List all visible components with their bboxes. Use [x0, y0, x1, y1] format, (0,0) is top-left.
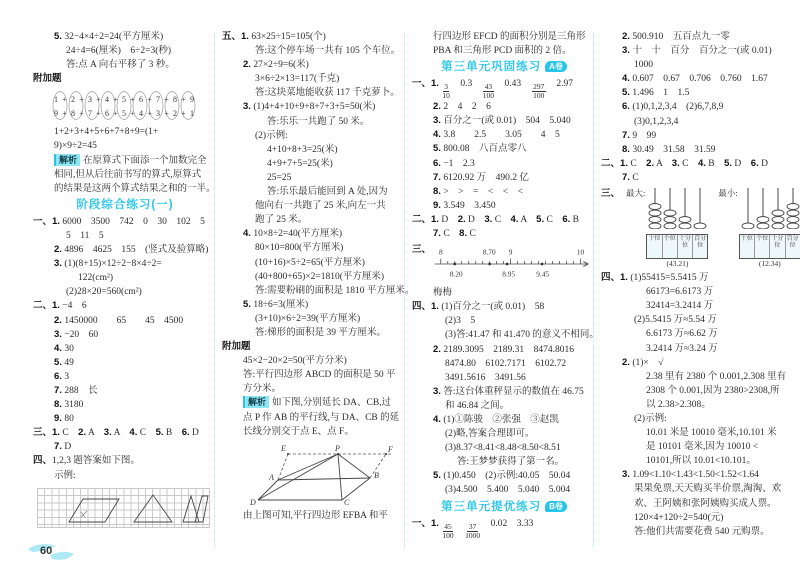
answer-line: 答:梯形的面积是 39 平方厘米。	[255, 327, 386, 338]
answer-line: (40+800+65)×2=1810(平方厘米)	[255, 271, 385, 282]
answer-line: 2. 4896 4625 155 (竖式及验算略)	[54, 244, 209, 256]
sum-top-row: 1+2+3+4+5+6+7+8+9	[54, 95, 194, 105]
answer-line: 3. (1)4+4+10+9+8+7+3+5=50(米)	[243, 101, 376, 113]
answer-line: 8. 30.49 31.58 31.59	[622, 143, 716, 155]
analysis-badge: 解析	[54, 154, 80, 166]
answer-line: 2308 个 0.001,因为 2380>2308,所	[646, 385, 780, 396]
answer-line: 3491.5616 3491.56	[445, 372, 526, 383]
answer-line: (10+16)×5÷2=65(平方厘米)	[255, 257, 365, 268]
answer-line: 答:这块菜地能收获 117 千克萝卜。	[255, 88, 400, 99]
answer-line: 2. 27×2÷9=6(米)	[243, 59, 309, 71]
answer-line: 二、1. −4 6	[33, 300, 87, 312]
point-label-8-95: 8.95	[502, 270, 516, 279]
abacus-place-labels	[646, 234, 708, 259]
answer-line: 答:乐乐最后能回到 A 处,因为	[267, 187, 388, 198]
answer-line: 五、1. 63×25÷15=105(个)	[222, 31, 326, 42]
answer-line: 四、1. (1)百分之一(或 0.01) 58	[412, 301, 545, 313]
answer-column-1	[33, 30, 217, 530]
answer-line: 长线分别交于点 E、点 F。	[243, 426, 354, 437]
abacus-smallest	[718, 187, 800, 269]
answer-line: 3×6÷2×13=117(千克)	[255, 74, 340, 85]
answer-line: 8474.80 6102.7171 6102.72	[445, 358, 567, 369]
column-separator	[404, 32, 405, 547]
point-label-F: F	[388, 444, 393, 454]
answer-line: 80×10=800(平方厘米)	[255, 243, 344, 254]
answer-line: 点 P 作 AB 的平行线,与 DA、CB 的延	[243, 412, 400, 423]
answer-line: 四、1. (1)55415=5.5415 万	[601, 272, 709, 284]
answer-line: 行四边形 EFCD 的面积分别是三角形	[433, 32, 586, 42]
answer-line: 答:这个停车场一共有 105 个车位。	[255, 46, 401, 57]
fraction: $\frac{43}{100}$	[482, 82, 494, 101]
answer-line: 9)×9÷2=45	[54, 141, 97, 152]
answer-line: 7. 9 99	[622, 129, 657, 141]
answer-line: (2)5.5415 万≈5.54 万	[634, 315, 717, 326]
place-label-tenths: 十分位	[677, 235, 692, 258]
answer-line: 66173=6.6173 万	[646, 287, 714, 298]
answer-line: 25=25	[267, 172, 292, 183]
abacus-value: (43.21)	[666, 259, 689, 269]
answer-line: 答:需要粉刷的面积是 1810 平方厘米。	[255, 285, 415, 296]
parallelogram-extension-figure	[248, 442, 398, 506]
answer-line: 3. 1.09<1.10<1.43<1.50<1.52<1.64	[622, 469, 759, 481]
answer-line: 解析 如下图,分别延长 DA、CB,过	[222, 396, 406, 410]
figure-section-label: 三、	[412, 244, 432, 256]
answer-line: 1000	[634, 60, 653, 71]
place-label-tens: 十位	[740, 236, 753, 243]
answer-line: (3)8.37<8.41<8.48<8.50<8.51	[445, 443, 561, 454]
answer-line: (2)3 5	[445, 316, 476, 327]
answer-line: 6. 3	[54, 370, 70, 382]
answer-line: PBA 和三角形 PCD 面积的 2 倍。	[433, 46, 572, 57]
answer-line: 相同,但从后往前书写的算式,原算式	[54, 169, 202, 180]
fraction: $\frac{37}{1000}$	[465, 521, 481, 540]
point-label-E: E	[281, 443, 286, 453]
answer-line: 的结果是这两个算式结果之和的一半。	[54, 183, 216, 194]
fraction: $\frac{3}{10}$	[442, 82, 450, 101]
answer-line: 3. −20 60	[54, 328, 99, 340]
answer-line: 二、1. D 2. D 3. C 4. A 5. C 6. B	[412, 213, 579, 225]
section-header-text: 阶段综合练习(一)	[76, 198, 174, 211]
triangle-shape	[134, 495, 172, 522]
answer-line: 答:乐乐一共跑了 50 米。	[267, 116, 370, 127]
exam-grade-badge: B卷	[545, 501, 567, 512]
answer-line: 8. > > = < < <	[433, 185, 523, 197]
figure-row	[222, 441, 406, 507]
answer-line: 解析 在原算式下面添一个加数完全	[33, 154, 217, 168]
abacus-value: (12.34)	[758, 259, 781, 269]
answer-line: 8. 3180	[54, 399, 84, 411]
answer-line: 5. 18÷6=3(厘米)	[243, 298, 309, 310]
figure-row	[33, 88, 217, 123]
answer-line: 5 11 5	[66, 230, 104, 241]
answer-line: 一、1. 6000 3500 742 0 30 102 5	[33, 215, 205, 227]
point-label-9-45: 9.45	[536, 270, 550, 279]
parallelogram-shape	[69, 499, 119, 522]
answer-line: 5. 1.496 1 1.5	[622, 87, 690, 99]
answer-line: 一、1. $\frac{3}{10}$ 0.3 $\frac{43}{100}$ 0.43 $\frac{297}{100}$ 2.97	[412, 78, 573, 101]
column-separator	[214, 32, 215, 547]
answer-column-4	[601, 30, 799, 539]
answer-line: 120×4+120÷2=540(元)	[634, 512, 724, 523]
figure-section-label: 三、	[601, 188, 621, 200]
answer-line: 3. (1)(8+15)×12÷2−8×4÷2=	[54, 258, 162, 270]
place-label-hundredths: 百分位	[692, 235, 707, 258]
figure-row	[33, 485, 217, 528]
point-label-P: P	[335, 443, 340, 453]
answer-line: 2.38 里有 2380 个 0.001,2.308 里有	[646, 371, 787, 382]
answer-line: 梅梅	[433, 288, 453, 299]
answer-line: 2. 2189.3095 2189.31 8474.8016	[433, 343, 574, 355]
answer-line: 以 2.38>2.308。	[646, 399, 711, 410]
answer-line: 6.6173 万≈6.62 万	[646, 329, 718, 340]
figure-row	[412, 243, 596, 284]
answer-column-2	[222, 30, 415, 523]
answer-line: 2. (1)× √	[622, 356, 664, 368]
answer-line: 方分米。	[243, 384, 282, 395]
answer-line: 45×2−20×2=50(平方分米)	[243, 356, 347, 367]
page-number: 60	[40, 545, 53, 557]
point-label-8-20: 8.20	[449, 270, 463, 279]
answer-line: (2)示例:	[255, 130, 288, 141]
page-decoration	[50, 552, 74, 560]
answer-line: (3)答:41.47 和 41.470 的意义不相同。	[445, 330, 599, 341]
answer-line: 欢、王阿姨和张阿姨购买成人票。	[634, 498, 777, 509]
answer-line: 是 10101 毫米,因为 10010 <	[646, 442, 759, 453]
answer-line: 3.2414 万≈3.24 万	[646, 343, 718, 354]
place-label-tens: 十位	[648, 236, 661, 243]
answer-line: 2. 1450000 65 45 4500	[54, 314, 184, 326]
answer-line: 二、1. C 2. A 3. C 4. B 5. D 6. D	[601, 157, 768, 169]
answer-line: 附加题	[33, 73, 62, 85]
answer-line: 答:他们共需要花费 540 元购票。	[634, 526, 770, 537]
tick-label-8-70: 8.70	[482, 248, 496, 257]
answer-line: (2)略,答案合理即可。	[445, 429, 535, 440]
place-label-ones: 个位	[662, 235, 677, 258]
section-header-text: 第三单元巩固练习	[441, 61, 542, 74]
place-label-tenths: 十分位	[769, 235, 784, 258]
point-label-A: A	[269, 472, 274, 482]
column-separator	[593, 32, 594, 547]
answer-line: 9. 80	[54, 413, 74, 425]
answer-line: 三、1. C 2. A 3. A 4. C 5. B 6. D	[33, 427, 199, 439]
answer-line: 6. (1)0,1,2,3,4 (2)6,7,8,9	[622, 101, 724, 113]
answer-line: 7. 6120.92 万 490.2 亿	[433, 171, 529, 183]
sum-pairing-figure	[47, 89, 203, 122]
abacus-largest	[626, 187, 708, 269]
answer-line: 2. 2 4 2 6	[433, 101, 491, 113]
point-label-C: C	[344, 497, 350, 506]
exam-grade-badge: A卷	[545, 61, 567, 72]
answer-line: 一、1. $\frac{45}{100}$ $\frac{37}{1000}$ 0.02 3.33	[412, 517, 534, 540]
answer-line: 四、1,2,3 题答案如下图。	[33, 455, 140, 467]
answer-line: 4. (1)①陈骏 ②张强 ③赵凯	[433, 413, 559, 425]
answer-line: 4. 3.8 2.5 3.05 4 5	[433, 129, 560, 141]
tick-label-10: 10	[576, 248, 585, 257]
abacus-label: 最大:	[626, 188, 646, 199]
answer-line: 4. 10×8÷2=40(平方厘米)	[243, 228, 343, 240]
page-number-badge	[26, 539, 78, 565]
parallelogram-mark	[81, 511, 87, 517]
answer-line: 由上图可知,平行四边形 EFBA 和平	[243, 510, 388, 521]
answer-line: 2. 500.910 五百点九一零	[622, 31, 730, 42]
answer-line: 7. D	[54, 441, 72, 453]
answer-line: 9. 3.549 3.450	[433, 199, 496, 211]
place-label-hundredths: 百分位	[785, 235, 800, 258]
answer-line: 附加题	[222, 341, 251, 353]
point-label-D: D	[250, 497, 256, 506]
answer-line: 果果免票,天天购买半价票,淘淘、欢	[634, 484, 782, 495]
answer-line: 示例:	[54, 470, 76, 481]
answer-line: 7. C 8. C	[433, 228, 476, 240]
answer-line: 跑了 25 米。	[255, 215, 308, 226]
answer-line: 10.01 米是 10010 毫米,10.101 米	[646, 428, 777, 439]
answer-line: (3)0,1,2,3,4	[634, 116, 679, 127]
narrow-triangle-shape	[183, 496, 199, 522]
answer-line: 32414=3.2414 万	[646, 301, 714, 312]
section-header	[33, 196, 217, 215]
answer-line: 4. 30	[54, 342, 74, 354]
section-header	[412, 58, 596, 77]
fraction: $\frac{297}{100}$	[533, 82, 545, 101]
grid-shapes-figure	[37, 488, 210, 528]
answer-line: 7. 288 长	[54, 384, 98, 396]
abacus-place-labels	[739, 234, 800, 259]
answer-line: 5. 800.08 八百点零八	[433, 143, 527, 155]
answer-line: 24÷4=6(厘米) 6÷2=3(秒)	[66, 46, 172, 57]
answer-line: 4. 0.607 0.67 0.706 0.760 1.67	[622, 73, 768, 85]
answer-line: 4+10+8+3=25(米)	[267, 144, 338, 155]
tick-label-8: 8	[438, 248, 443, 257]
answer-line: 1+2+3+4+5+6+7+8+9=(1+	[54, 127, 159, 138]
figure-row	[601, 187, 799, 269]
narrow-parallelogram-shape	[195, 496, 208, 522]
section-header	[412, 498, 596, 517]
answer-line: 5. (1)0.450 (2)示例:40.05 50.04	[433, 470, 571, 482]
answer-line: 4+9+7+5=25(米)	[267, 158, 333, 169]
answer-line: 答:点 A 向右平移了 3 秒。	[66, 60, 175, 71]
answer-line: 3. 答:这台体重秤显示的数值在 46.75	[433, 385, 584, 397]
answer-line: 5. 32−4×4÷2=24(平方厘米)	[54, 31, 164, 42]
abacus-pair-figure	[626, 187, 800, 269]
answer-line: (3)4.500 5.400 5.040 5.004	[445, 485, 571, 496]
section-header-text: 第三单元提优练习	[441, 500, 542, 513]
answer-line: 10101,所以 10.01<10.101。	[646, 456, 756, 467]
answer-line: 答:平行四边形 ABCD 的面积是 50 平	[243, 370, 396, 381]
answer-line: 7. C	[622, 171, 639, 183]
point-label-B: B	[374, 470, 379, 480]
fraction: $\frac{45}{100}$	[442, 521, 454, 540]
answer-line: 122(cm²)	[78, 273, 114, 284]
answer-line: 他向右一共跑了 25 米,向左一共	[255, 201, 386, 212]
answer-line: (2)28×20=560(cm²)	[66, 287, 142, 298]
answer-line: 和 46.84 之间。	[445, 400, 510, 411]
numberline-figure	[433, 244, 596, 284]
analysis-badge: 解析	[243, 396, 269, 408]
answer-line: (3+10)×6÷2=39(平方厘米)	[255, 313, 361, 324]
sum-bottom-row: 9+8+7+6+5+4+3+2+1	[54, 109, 194, 119]
tick-label-9: 9	[508, 248, 513, 257]
answer-line: 3. 百分之一(或 0.01) 504 5.040	[433, 115, 571, 127]
answer-line: 答:王梦梦获得了第一名。	[457, 457, 565, 468]
answer-column-3	[412, 30, 599, 540]
answer-line: 6. −1 2.3	[433, 157, 475, 169]
answer-line: 3. 十 十 百分 百分之一(或 0.01)	[622, 45, 772, 57]
answer-line: 5. 49	[54, 356, 74, 368]
answer-line: (2)示例:	[634, 413, 667, 424]
abacus-label: 最小:	[718, 188, 738, 199]
place-label-ones: 个位	[754, 235, 769, 258]
